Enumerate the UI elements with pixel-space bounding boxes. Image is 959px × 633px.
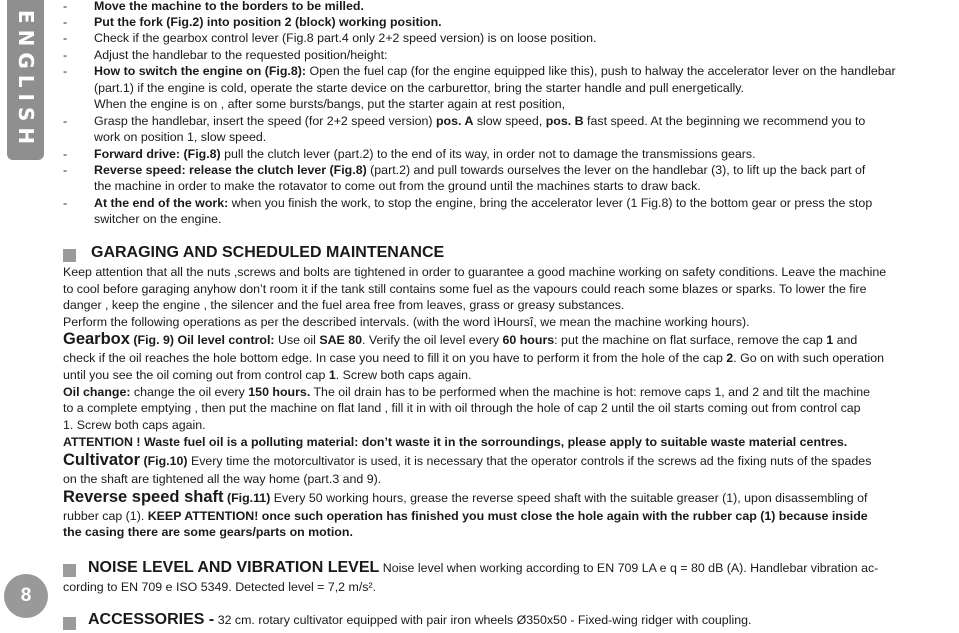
page-number: 8 [4, 574, 48, 618]
list-dash: - [63, 31, 68, 45]
oil-grade: SAE 80 [319, 333, 363, 347]
language-tab [7, 0, 44, 160]
text: check if the oil reaches the hole bottom edge. In case you need to fill it on you have to perform it from the hole of the cap [63, 351, 727, 365]
warning-text: KEEP ATTENTION! once such operation has finished you must close the hole again with the rubber cap (1) because inside [147, 509, 868, 523]
list-item-text: Open the fuel cap (for the engine equipped like this), push to halway the accelerator lever on the handlebar [306, 64, 896, 78]
list-item-text: Grasp the handlebar, insert the speed (for 2+2 speed version) [94, 114, 436, 128]
list-item: Put the fork (Fig.2) into position 2 (block) working position. [94, 15, 442, 29]
paragraph-line: on the shaft are tightened all the way home (part.3 and 9). [63, 472, 382, 486]
list-item-text: slow speed, [473, 114, 546, 128]
text: change the oil every [130, 385, 249, 399]
figure-ref: (Fig. 9) [129, 333, 178, 347]
text: and [833, 333, 858, 347]
cap-number: 1 [826, 333, 834, 347]
list-dash: - [63, 114, 68, 128]
list-item-label: pos. B [545, 114, 584, 128]
cultivator-line [63, 452, 871, 469]
reverse-shaft-line [63, 489, 867, 506]
list-item [94, 195, 872, 211]
text: rubber cap (1). [63, 509, 148, 523]
text: Use oil [274, 333, 320, 347]
text: . Go on with such operation [733, 351, 885, 365]
list-item [94, 63, 896, 79]
list-item-label: Reverse speed: release the clutch lever (Fig.8) [94, 163, 367, 177]
text: Noise level when working according to EN 709 LA e q = 80 dB (A). Handlebar vibration ac- [379, 561, 879, 575]
cap-number: 2 [726, 351, 734, 365]
text: Every time the motorcultivator is used, it is necessary that the operator controls if the screws ad the fixing nuts of the spades [187, 454, 872, 468]
paragraph-line [63, 367, 471, 383]
list-item: Adjust the handlebar to the requested position/height: [94, 48, 388, 62]
list-dash: - [63, 163, 68, 177]
section-heading: GARAGING AND SCHEDULED MAINTENANCE [91, 244, 445, 261]
figure-ref: (Fig.10) [140, 454, 188, 468]
paragraph-line: cording to EN 709 e ISO 5349. Detected level = 7,2 m/s². [63, 580, 377, 594]
list-dash: - [63, 0, 68, 13]
text: The oil drain has to be performed when the machine is hot: remove caps 1, and 2 and tilt the machine [310, 385, 871, 399]
subsection-title: Gearbox [63, 330, 130, 348]
section-bullet [63, 249, 76, 262]
list-item [94, 113, 865, 129]
list-item: Move the machine to the borders to be milled. [94, 0, 364, 13]
interval: 150 hours. [248, 385, 311, 399]
gearbox-line [63, 331, 857, 348]
list-item-label: pos. A [435, 114, 474, 128]
list-item-text: pull the clutch lever (part.2) to the end of its way, in order not to damage the transmissions gears. [220, 147, 756, 161]
text: 32 cm. rotary cultivator equipped with pair iron wheels Ø350x50 - Fixed-wing ridger with coupling. [214, 613, 752, 627]
language-tab-label: ENGLISH [13, 9, 38, 151]
list-item-continuation: When the engine is on , after some bursts/bangs, put the starter again at rest position, [94, 97, 566, 111]
subsection-title: Cultivator [63, 451, 141, 469]
list-item: Check if the gearbox control lever (Fig.8 part.4 only 2+2 speed version) is on loose position. [94, 31, 597, 45]
text: . Verify the oil level every [362, 333, 503, 347]
list-item-text: fast speed. At the beginning we recommend you to [583, 114, 866, 128]
text: Every 50 working hours, grease the reverse speed shaft with the suitable greaser (1), upon disassembling of [270, 491, 868, 505]
list-dash: - [63, 48, 68, 62]
paragraph-line: 1. Screw both caps again. [63, 418, 206, 432]
section-heading: ACCESSORIES - [88, 611, 215, 628]
list-item-text: when you finish the work, to stop the engine, bring the accelerator lever (1 Fig.8) to the bottom gear or press the stop [228, 196, 873, 210]
paragraph-line: danger , keep the engine , the silencer and the fuel area free from leaves, grass or greasy substances. [63, 298, 625, 312]
accessories-line [88, 612, 751, 628]
text: . Screw both caps again. [335, 368, 472, 382]
list-dash: - [63, 15, 68, 29]
list-item-text: (part.2) and pull towards ourselves the lever on the handlebar (3), to lift up the back part of [366, 163, 866, 177]
paragraph-line: Keep attention that all the nuts ,screws and bolts are tightened in order to guarantee a good machine working on safety conditions. Leave the machine [63, 265, 887, 279]
section-bullet [63, 564, 76, 577]
list-dash: - [63, 64, 68, 78]
paragraph-line: Perform the following operations as per the described intervals. (with the word ìHoursî, we mean the machine working hours). [63, 315, 750, 329]
figure-ref: (Fig.11) [223, 491, 271, 505]
text: until you see the oil coming out from control cap [63, 368, 329, 382]
warning-text: the casing there are some gears/parts on motion. [63, 525, 353, 539]
list-item-label: How to switch the engine on (Fig.8): [94, 64, 307, 78]
subsection-title: Reverse speed shaft [63, 488, 224, 506]
subsection-label: Oil change: [63, 385, 131, 399]
section-heading: NOISE LEVEL AND VIBRATION LEVEL [88, 559, 380, 576]
list-item-continuation: switcher on the engine. [94, 212, 222, 226]
interval: 60 hours [502, 333, 555, 347]
section-bullet [63, 617, 76, 630]
list-item-label: Forward drive: (Fig.8) [94, 147, 221, 161]
paragraph-line: to a complete emptying , then put the machine on flat land , fill it in with oil through the hole of cap 2 until the oil starts coming out from control cap [63, 401, 861, 415]
list-item-continuation: the machine in order to make the rotavator to come out from the ground until the machines starts to draw back. [94, 179, 701, 193]
subsection-label: Oil level control: [177, 333, 275, 347]
attention-line: ATTENTION ! Waste fuel oil is a polluting material: don’t waste it in the sorroundings, please apply to suitable waste material centres. [63, 435, 848, 449]
paragraph-line [63, 384, 870, 400]
list-dash: - [63, 196, 68, 210]
text: : put the machine on flat surface, remove the cap [554, 333, 827, 347]
list-item-continuation: work on position 1, slow speed. [94, 130, 267, 144]
paragraph-line: to cool before garaging anyhow don’t room it if the tank still contains some fuel as the vapours could reach some blazes or sparks. To lower the fire [63, 282, 867, 296]
list-item [94, 146, 756, 162]
cap-number: 1 [328, 368, 336, 382]
paragraph-line [63, 508, 868, 524]
list-dash: - [63, 147, 68, 161]
list-item-continuation: (part.1) if the engine is cold, operate the starte device on the carburettor, bring the starter handle and pull energetically. [94, 81, 744, 95]
noise-line [88, 560, 878, 576]
paragraph-line [63, 350, 884, 366]
list-item [94, 162, 865, 178]
list-item-label: At the end of the work: [94, 196, 229, 210]
